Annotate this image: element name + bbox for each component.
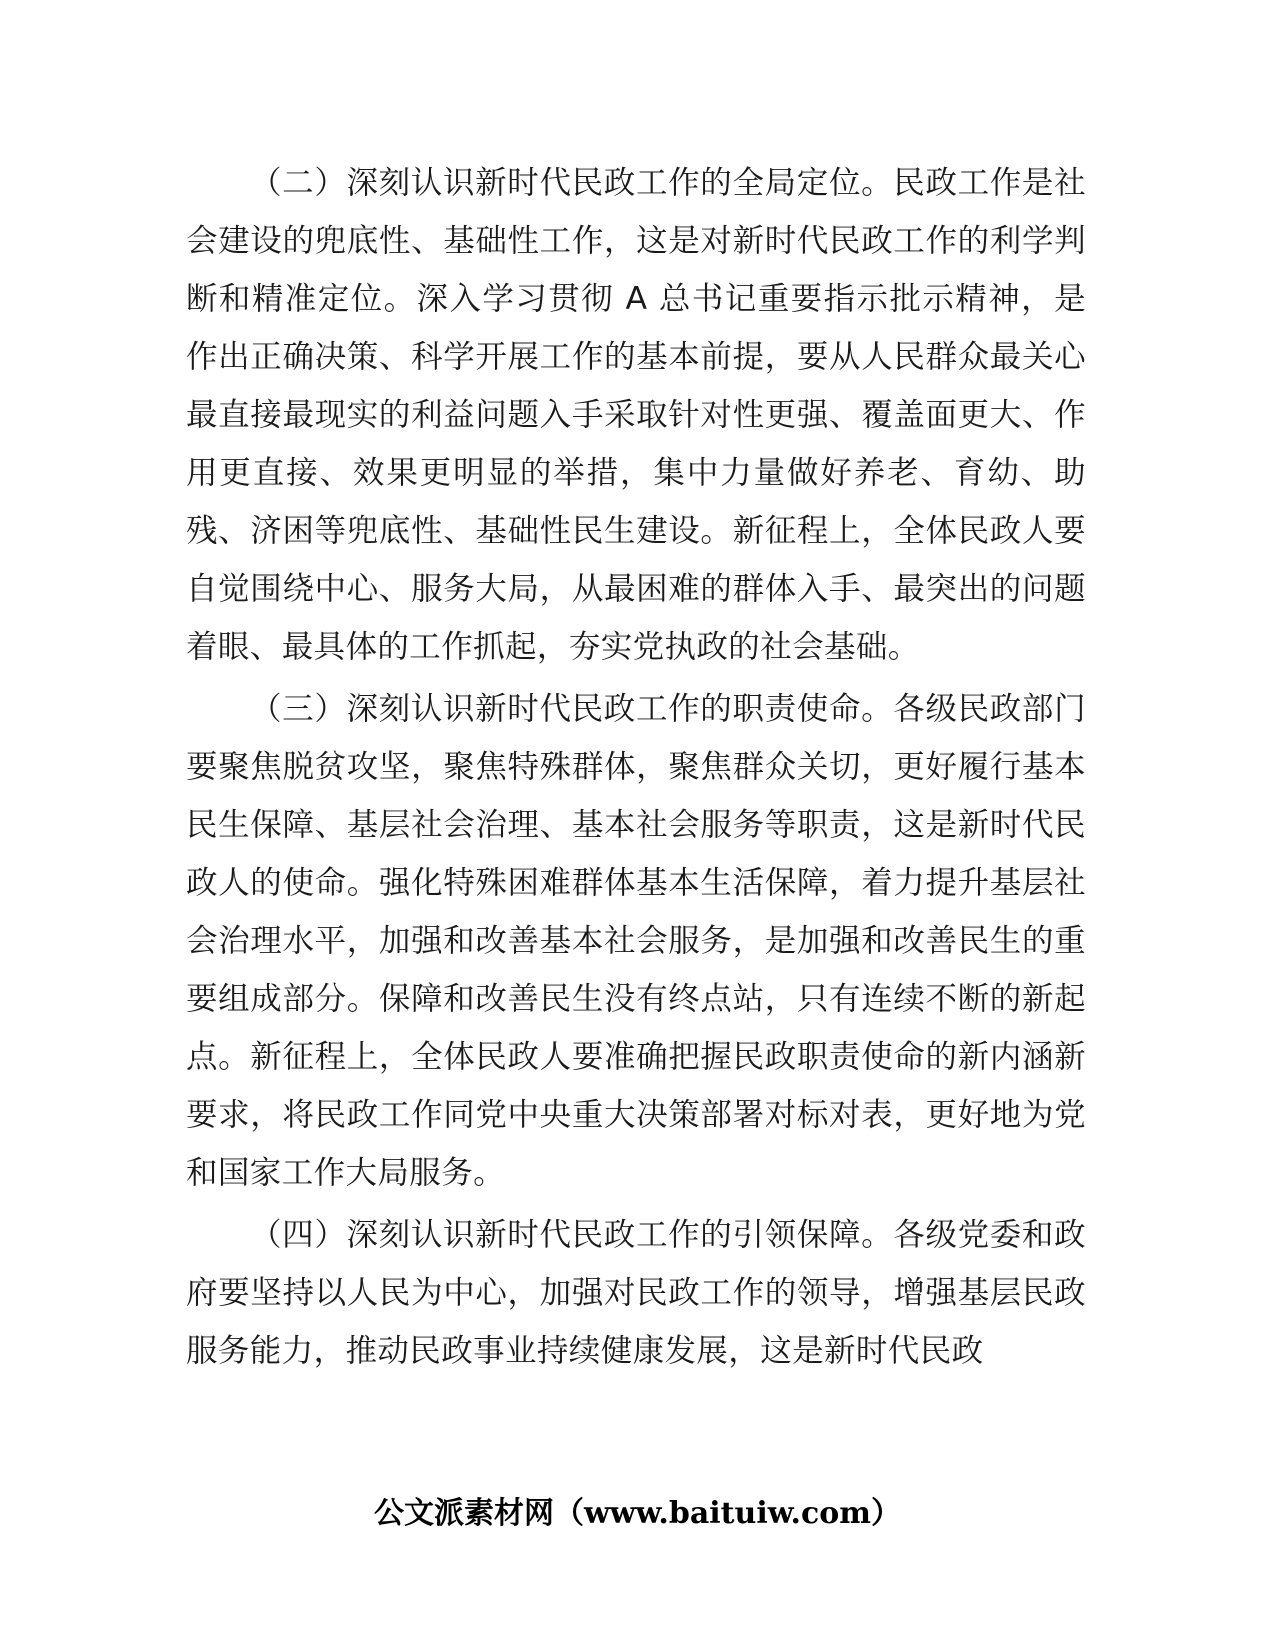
paragraph-section-3: （三）深刻认识新时代民政工作的职责使命。各级民政部门要聚焦脱贫攻坚，聚焦特殊群体，聚焦群众关切，更好履行基本民生保障、基层社会治理、基本社会服务等职责，这是新时代民政人的使命。强化特殊困难群体基本生活保障，着力提升基层社会治理水平，加强和改善基本社会服务，是加强和改善民生的重要组成部分。保障和改善民生没有终点站，只有连续不断的新起点。新征程上，全体民政人要准确把握民政职责使命的新内涵新要求，将民政工作同党中央重大决策部署对标对表，更好地为党和国家工作大局服务。 — [186, 691, 1086, 1191]
page-footer-watermark: 公文派素材网（www.baituiw.com） — [373, 1496, 902, 1531]
document-body — [186, 154, 1086, 1384]
paragraph-section-2: （二）深刻认识新时代民政工作的全局定位。民政工作是社会建设的兜底性、基础性工作，这是对新时代民政工作的利学判断和精准定位。深入学习贯彻 A 总书记重要指示批示精神，是作出正确决策、科学开展工作的基本前提，要从人民群众最关心最直接最现实的利益问题入手采取针对性更强、覆盖面更大、作用更直接、效果更明显的举措，集中力量做好养老、育幼、助残、济困等兜底性、基础性民生建设。新征程上，全体民政人要自觉围绕中心、服务大局，从最困难的群体入手、最突出的问题着眼、最具体的工作抓起，夯实党执政的社会基础。 — [186, 165, 1086, 665]
paragraph-section-4: （四）深刻认识新时代民政工作的引领保障。各级党委和政府要坚持以人民为中心，加强对民政工作的领导，增强基层民政服务能力，推动民政事业持续健康发展，这是新时代民政 — [186, 1217, 1086, 1369]
